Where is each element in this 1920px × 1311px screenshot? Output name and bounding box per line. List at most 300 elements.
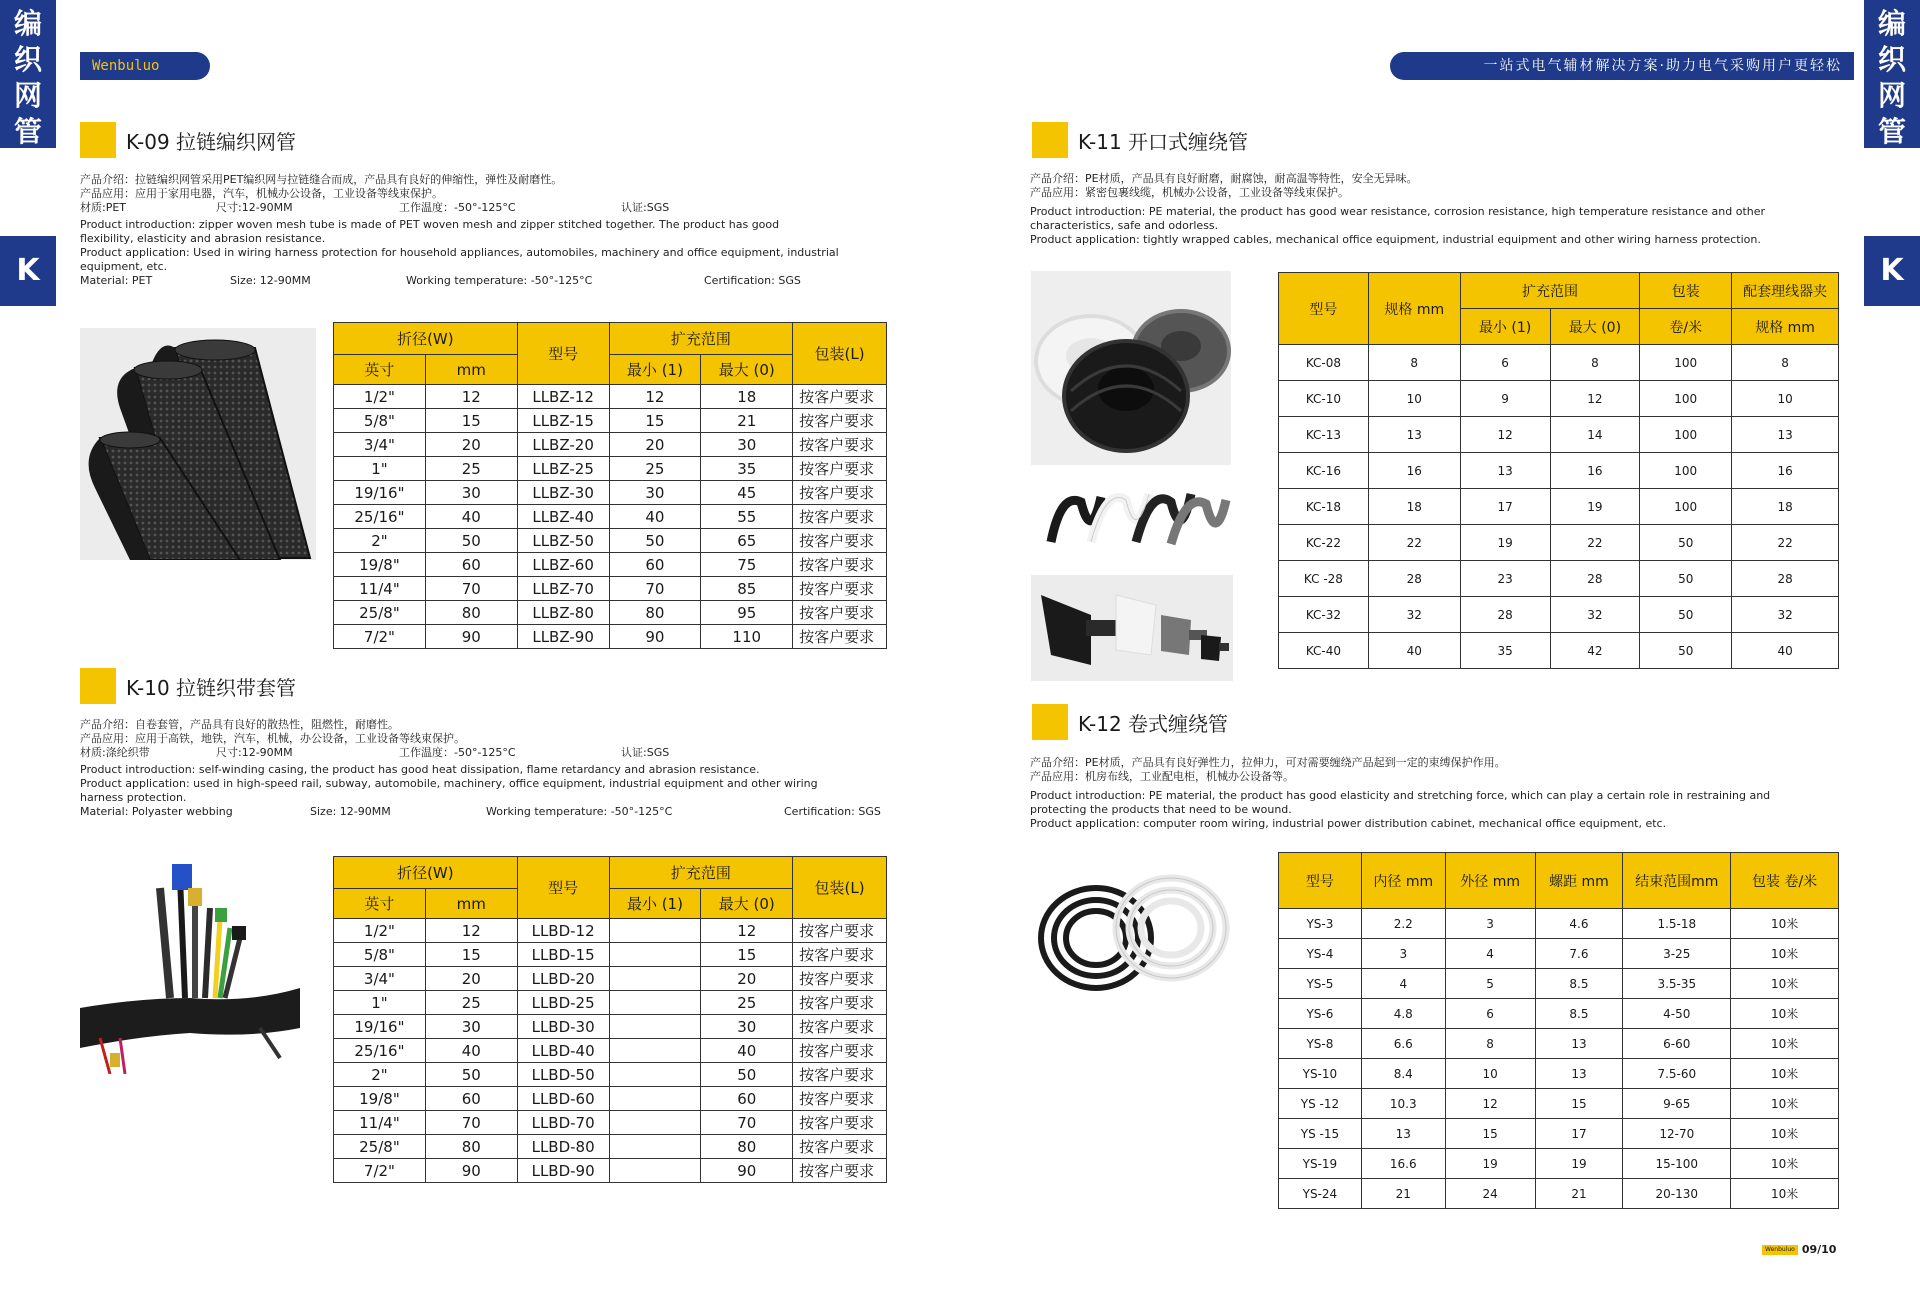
table-cell: 100 xyxy=(1640,489,1732,525)
spec-material: Material: Polyaster webbing xyxy=(80,805,233,818)
table-row xyxy=(334,481,887,505)
table-cell: 按客户要求 xyxy=(793,625,887,649)
table-cell: 15-100 xyxy=(1623,1149,1731,1179)
table-cell: 13 xyxy=(1368,417,1460,453)
table-cell: 32 xyxy=(1368,597,1460,633)
table-cell: 15 xyxy=(701,943,793,967)
k11-photo-spirals xyxy=(1031,472,1231,568)
table-cell: 12 xyxy=(425,385,517,409)
table-row xyxy=(1279,939,1839,969)
table-cell: 28 xyxy=(1732,561,1839,597)
table-cell: 70 xyxy=(425,577,517,601)
table-cell: 14 xyxy=(1550,417,1640,453)
table-cell: 100 xyxy=(1640,345,1732,381)
k12-intro xyxy=(1030,756,1845,831)
table-cell: 50 xyxy=(1640,561,1732,597)
table-cell: 70 xyxy=(701,1111,793,1135)
table-cell: 4-50 xyxy=(1623,999,1731,1029)
table-row xyxy=(1279,1119,1839,1149)
table-cell: 13 xyxy=(1535,1029,1623,1059)
table-cell: 25/8" xyxy=(334,1135,426,1159)
table-row xyxy=(1279,561,1839,597)
table-cell: 8 xyxy=(1368,345,1460,381)
table-cell: 22 xyxy=(1368,525,1460,561)
table-cell: YS-6 xyxy=(1279,999,1362,1029)
table-row xyxy=(1279,909,1839,939)
table-cell: 28 xyxy=(1368,561,1460,597)
table-cell: 按客户要求 xyxy=(793,967,887,991)
table-cell: 25 xyxy=(609,457,701,481)
k09-spec-row-cn xyxy=(80,201,890,215)
table-cell: 75 xyxy=(701,553,793,577)
table-row xyxy=(1279,525,1839,561)
table-cell: 2.2 xyxy=(1361,909,1445,939)
table-cell: 42 xyxy=(1550,633,1640,669)
k09-intro-en: equipment, etc. xyxy=(80,260,168,273)
table-cell: 19/16" xyxy=(334,481,426,505)
table-cell: 按客户要求 xyxy=(793,943,887,967)
table-cell: 20 xyxy=(609,433,701,457)
table-cell: 18 xyxy=(1732,489,1839,525)
table-cell: 10米 xyxy=(1731,1179,1839,1209)
table-row xyxy=(334,625,887,649)
spiral-wrapping-band-image xyxy=(1036,868,1232,998)
table-cell: 13 xyxy=(1732,417,1839,453)
header-range: 扩充范围 xyxy=(609,323,793,355)
table-cell: 按客户要求 xyxy=(793,919,887,943)
table-cell: 80 xyxy=(701,1135,793,1159)
table-cell: 22 xyxy=(1550,525,1640,561)
table-row xyxy=(1279,345,1839,381)
table-cell: 按客户要求 xyxy=(793,601,887,625)
header-inch: 英寸 xyxy=(334,355,426,385)
table-row xyxy=(334,577,887,601)
table-cell: 24 xyxy=(1445,1179,1535,1209)
table-row xyxy=(1279,1149,1839,1179)
table-cell: YS-3 xyxy=(1279,909,1362,939)
table-cell: 80 xyxy=(425,1135,517,1159)
table-cell: LLBZ-15 xyxy=(517,409,609,433)
table-cell: 按客户要求 xyxy=(793,1135,887,1159)
table-cell: 85 xyxy=(701,577,793,601)
k11-title-block xyxy=(1032,122,1248,158)
table-cell: LLBD-50 xyxy=(517,1063,609,1087)
table-row xyxy=(1279,1089,1839,1119)
header-mm: mm xyxy=(425,355,517,385)
table-cell: 110 xyxy=(701,625,793,649)
header-spec2: 规格 mm xyxy=(1732,309,1839,345)
table-cell: 100 xyxy=(1640,417,1732,453)
k10-intro-en: harness protection. xyxy=(80,791,187,804)
table-row xyxy=(334,529,887,553)
table-cell xyxy=(609,1087,701,1111)
table-cell: 17 xyxy=(1460,489,1550,525)
table-cell: 6.6 xyxy=(1361,1029,1445,1059)
table-cell: KC-08 xyxy=(1279,345,1369,381)
table-cell: 80 xyxy=(609,601,701,625)
table-cell: 16 xyxy=(1550,453,1640,489)
k09-intro-en: Product introduction: zipper woven mesh tube is made of PET woven mesh and zipper stitched together. The product has good xyxy=(80,218,780,231)
table-cell: LLBD-70 xyxy=(517,1111,609,1135)
spec-temp: 工作温度：-50°-125°C xyxy=(399,201,516,214)
table-cell: LLBD-30 xyxy=(517,1015,609,1039)
k10-spec-row-en xyxy=(80,805,890,819)
table-cell xyxy=(609,1111,701,1135)
k10-intro-en: Product application: used in high-speed rail, subway, automobile, machinery, office equipment, industrial equipment and other wiring xyxy=(80,777,818,790)
spiral-wrap-rolls-image xyxy=(1031,271,1231,465)
k09-spec-row-en xyxy=(80,274,890,288)
table-cell: 按客户要求 xyxy=(793,433,887,457)
table-cell: 19/16" xyxy=(334,1015,426,1039)
table-cell: 8.4 xyxy=(1361,1059,1445,1089)
cable-webbing-sleeve-image xyxy=(80,858,300,1074)
tagline-pill xyxy=(1390,52,1854,80)
k11-intro-line: 产品应用：紧密包裹线缆，机械办公设备，工业设备等线束保护。 xyxy=(1030,186,1349,199)
table-cell: 80 xyxy=(425,601,517,625)
table-cell: 50 xyxy=(425,529,517,553)
k09-title: K-09 拉链编织网管 xyxy=(126,129,297,154)
table-cell: 60 xyxy=(425,1087,517,1111)
k10-intro xyxy=(80,718,890,819)
cable-organizer-tool-image xyxy=(1031,575,1233,681)
table-cell: 10米 xyxy=(1731,939,1839,969)
table-cell: 50 xyxy=(701,1063,793,1087)
header-pack: 包装 xyxy=(1640,273,1732,309)
spec-temp: Working temperature: -50°-125°C xyxy=(406,274,593,287)
k10-title: K-10 拉链织带套管 xyxy=(126,675,297,700)
table-cell: 32 xyxy=(1732,597,1839,633)
table-row xyxy=(334,553,887,577)
spec-cert: Certification: SGS xyxy=(784,805,881,818)
table-cell: 18 xyxy=(1368,489,1460,525)
header-inch: 英寸 xyxy=(334,889,426,919)
table-cell: 3 xyxy=(1361,939,1445,969)
table-row xyxy=(1279,417,1839,453)
spec-cert: 认证:SGS xyxy=(621,746,670,759)
table-cell xyxy=(609,1159,701,1183)
table-cell: 50 xyxy=(1640,597,1732,633)
table-cell: 28 xyxy=(1460,597,1550,633)
tagline-text: 一站式电气辅材解决方案·助力电气采购用户更轻松 xyxy=(1483,58,1842,74)
table-row xyxy=(1279,1059,1839,1089)
table-cell: 16 xyxy=(1368,453,1460,489)
table-row xyxy=(1279,597,1839,633)
spec-material: Material: PET xyxy=(80,274,153,287)
table-row xyxy=(1279,1029,1839,1059)
table-cell: 70 xyxy=(425,1111,517,1135)
table-cell: 3.5-35 xyxy=(1623,969,1731,999)
table-cell: 35 xyxy=(701,457,793,481)
table-row xyxy=(1279,1179,1839,1209)
table-cell: LLBZ-40 xyxy=(517,505,609,529)
header-outer: 外径 mm xyxy=(1445,853,1535,909)
table-cell: 按客户要求 xyxy=(793,1015,887,1039)
side-letter-left: K xyxy=(0,236,56,306)
table-cell: 40 xyxy=(425,505,517,529)
table-cell: 13 xyxy=(1535,1059,1623,1089)
header-min: 最小 (1) xyxy=(609,355,701,385)
k09-intro xyxy=(80,173,890,288)
table-cell: 21 xyxy=(701,409,793,433)
table-cell: 7/2" xyxy=(334,625,426,649)
table-cell: 按客户要求 xyxy=(793,529,887,553)
table-cell: 40 xyxy=(1368,633,1460,669)
table-cell xyxy=(609,991,701,1015)
header-model: 型号 xyxy=(1279,273,1369,345)
side-letter-right: K xyxy=(1864,236,1920,306)
page-num-text: 09/10 xyxy=(1801,1243,1837,1256)
table-cell: LLBZ-30 xyxy=(517,481,609,505)
side-tab-left xyxy=(0,0,56,148)
table-cell: 60 xyxy=(609,553,701,577)
table-cell: 4.6 xyxy=(1535,909,1623,939)
table-cell: KC-40 xyxy=(1279,633,1369,669)
header-max: 最大 (0) xyxy=(701,355,793,385)
table-row xyxy=(334,967,887,991)
side-tab-char: 织 xyxy=(13,43,42,76)
table-cell xyxy=(609,919,701,943)
table-row xyxy=(334,505,887,529)
side-tab-char: 织 xyxy=(1877,43,1906,76)
spec-material: 材质:涤纶织带 xyxy=(80,746,150,759)
table-cell: 40 xyxy=(425,1039,517,1063)
table-row xyxy=(334,1015,887,1039)
table-cell: 70 xyxy=(609,577,701,601)
k09-intro-line: 产品介绍：拉链编织网管采用PET编织网与拉链缝合而成，产品具有良好的伸缩性，弹性及耐磨性。 xyxy=(80,173,563,186)
k09-product-photo xyxy=(80,328,316,560)
table-cell: YS-10 xyxy=(1279,1059,1362,1089)
table-cell: KC-10 xyxy=(1279,381,1369,417)
table-cell: 按客户要求 xyxy=(793,505,887,529)
table-cell: 8 xyxy=(1732,345,1839,381)
spec-size: Size: 12-90MM xyxy=(230,274,311,287)
table-row xyxy=(334,1135,887,1159)
table-cell: 10米 xyxy=(1731,999,1839,1029)
table-cell: LLBZ-20 xyxy=(517,433,609,457)
table-cell: 22 xyxy=(1732,525,1839,561)
k12-intro-en: Product introduction: PE material, the product has good elasticity and stretching force, which can play a certain role in restraining and xyxy=(1030,789,1771,802)
k12-title: K-12 卷式缠绕管 xyxy=(1078,711,1229,736)
k11-photo-rolls xyxy=(1031,271,1231,465)
table-cell: 30 xyxy=(701,433,793,457)
table-cell: 25/16" xyxy=(334,505,426,529)
table-cell: 19 xyxy=(1535,1149,1623,1179)
table-row xyxy=(334,1159,887,1183)
table-cell: 按客户要求 xyxy=(793,1159,887,1183)
table-cell: 10 xyxy=(1445,1059,1535,1089)
header-unit: 卷/米 xyxy=(1640,309,1732,345)
table-cell: 12 xyxy=(425,919,517,943)
table-cell: LLBD-90 xyxy=(517,1159,609,1183)
table-cell: 1/2" xyxy=(334,919,426,943)
header-model: 型号 xyxy=(517,857,609,919)
table-row xyxy=(1279,453,1839,489)
table-cell: 4 xyxy=(1445,939,1535,969)
side-tab-right xyxy=(1864,0,1920,148)
k12-intro-en: protecting the products that need to be wound. xyxy=(1030,803,1292,816)
table-cell: LLBD-40 xyxy=(517,1039,609,1063)
table-cell: 11/4" xyxy=(334,577,426,601)
table-cell: 90 xyxy=(609,625,701,649)
table-cell: 19/8" xyxy=(334,1087,426,1111)
table-cell xyxy=(609,943,701,967)
table-cell: 10米 xyxy=(1731,1149,1839,1179)
table-cell xyxy=(609,1063,701,1087)
table-cell xyxy=(609,1135,701,1159)
k09-title-block xyxy=(80,122,296,158)
table-cell: 50 xyxy=(1640,525,1732,561)
table-cell: 35 xyxy=(1460,633,1550,669)
table-cell: 9-65 xyxy=(1623,1089,1731,1119)
table-row xyxy=(334,1111,887,1135)
table-cell: 按客户要求 xyxy=(793,1063,887,1087)
k10-intro-line: 产品应用：应用于高铁，地铁，汽车，机械，办公设备，工业设备等线束保护。 xyxy=(80,732,465,745)
table-cell: KC-22 xyxy=(1279,525,1369,561)
table-cell: YS -12 xyxy=(1279,1089,1362,1119)
table-cell: 25/8" xyxy=(334,601,426,625)
table-cell: 按客户要求 xyxy=(793,577,887,601)
header-max: 最大 (0) xyxy=(1550,309,1640,345)
side-tab-char: 网 xyxy=(13,79,42,112)
header-pack: 包装(L) xyxy=(793,323,887,385)
header-range: 扩充范围 xyxy=(609,857,793,889)
header-max: 最大 (0) xyxy=(701,889,793,919)
table-row xyxy=(334,1039,887,1063)
table-row xyxy=(334,919,887,943)
table-cell: 7.5-60 xyxy=(1623,1059,1731,1089)
table-row xyxy=(1279,999,1839,1029)
table-cell: 25/16" xyxy=(334,1039,426,1063)
table-cell: 10米 xyxy=(1731,1029,1839,1059)
k11-intro xyxy=(1030,172,1845,247)
section-marker xyxy=(1032,704,1068,740)
header-bundle: 结束范围mm xyxy=(1623,853,1731,909)
table-row xyxy=(334,1087,887,1111)
table-cell: LLBZ-12 xyxy=(517,385,609,409)
table-cell: 1/2" xyxy=(334,385,426,409)
page-number xyxy=(1762,1243,1836,1256)
k10-intro-en: Product introduction: self-winding casing, the product has good heat dissipation, flame retardancy and abrasion resistance. xyxy=(80,763,760,776)
table-cell: 25 xyxy=(425,457,517,481)
table-cell: 25 xyxy=(701,991,793,1015)
side-tab-char: 编 xyxy=(13,7,42,40)
table-row xyxy=(334,943,887,967)
table-cell: 6-60 xyxy=(1623,1029,1731,1059)
table-cell: 18 xyxy=(701,385,793,409)
table-cell: 30 xyxy=(425,1015,517,1039)
table-cell: LLBD-15 xyxy=(517,943,609,967)
table-cell: 20 xyxy=(425,967,517,991)
header-pack: 包装 卷/米 xyxy=(1731,853,1839,909)
table-cell: 12 xyxy=(1550,381,1640,417)
table-cell: LLBZ-80 xyxy=(517,601,609,625)
header-match: 配套理线器夹 xyxy=(1732,273,1839,309)
table-cell: 8 xyxy=(1445,1029,1535,1059)
table-cell: 16 xyxy=(1732,453,1839,489)
table-cell: 30 xyxy=(609,481,701,505)
table-cell: 8 xyxy=(1550,345,1640,381)
k10-spec-row-cn xyxy=(80,746,890,760)
table-cell: 4 xyxy=(1361,969,1445,999)
table-row xyxy=(1279,633,1839,669)
spec-temp: Working temperature: -50°-125°C xyxy=(486,805,673,818)
table-cell: 按客户要求 xyxy=(793,1039,887,1063)
spec-temp: 工作温度：-50°-125°C xyxy=(399,746,516,759)
table-cell: 65 xyxy=(701,529,793,553)
table-cell: 5 xyxy=(1445,969,1535,999)
header-pitch: 螺距 mm xyxy=(1535,853,1623,909)
table-cell: 45 xyxy=(701,481,793,505)
k12-title-block xyxy=(1032,704,1228,740)
k11-intro-en: Product application: tightly wrapped cables, mechanical office equipment, industrial equipment and other wiring harness protection. xyxy=(1030,233,1761,246)
spec-size: 尺寸:12-90MM xyxy=(216,746,293,759)
table-cell: 按客户要求 xyxy=(793,457,887,481)
k11-intro-en: Product introduction: PE material, the product has good wear resistance, corrosion resistance, high temperature resistance and other xyxy=(1030,205,1766,218)
table-cell: 按客户要求 xyxy=(793,481,887,505)
table-cell: 50 xyxy=(609,529,701,553)
table-cell: 100 xyxy=(1640,381,1732,417)
header-pack: 包装(L) xyxy=(793,857,887,919)
k09-spec-table xyxy=(333,322,887,649)
header-fold: 折径(W) xyxy=(334,323,518,355)
k10-intro-line: 产品介绍：自卷套管，产品具有良好的散热性，阻燃性，耐磨性。 xyxy=(80,718,399,731)
table-row xyxy=(334,601,887,625)
table-cell: 19 xyxy=(1550,489,1640,525)
table-cell: KC -28 xyxy=(1279,561,1369,597)
table-cell: 60 xyxy=(701,1087,793,1111)
side-tab-char: 网 xyxy=(1877,79,1906,112)
table-cell: 12 xyxy=(1445,1089,1535,1119)
spec-material: 材质:PET xyxy=(80,201,127,214)
table-cell: 7.6 xyxy=(1535,939,1623,969)
brand-text: Wenbuluo xyxy=(92,58,160,74)
table-cell: 12 xyxy=(609,385,701,409)
table-cell: 40 xyxy=(1732,633,1839,669)
k12-intro-line: 产品介绍：PE材质，产品具有良好弹性力，拉伸力，可对需要缠绕产品起到一定的束缚保护作用。 xyxy=(1030,756,1506,769)
table-cell: 15 xyxy=(609,409,701,433)
table-cell: 32 xyxy=(1550,597,1640,633)
table-row xyxy=(334,385,887,409)
header-inner: 内径 mm xyxy=(1361,853,1445,909)
table-cell: 12-70 xyxy=(1623,1119,1731,1149)
table-cell: 1" xyxy=(334,457,426,481)
table-cell: 3/4" xyxy=(334,433,426,457)
table-cell: 8.5 xyxy=(1535,999,1623,1029)
table-cell: 12 xyxy=(1460,417,1550,453)
table-cell: LLBZ-25 xyxy=(517,457,609,481)
k11-title: K-11 开口式缠绕管 xyxy=(1078,129,1249,154)
k10-title-block xyxy=(80,668,296,704)
table-cell: 7/2" xyxy=(334,1159,426,1183)
table-cell: LLBZ-90 xyxy=(517,625,609,649)
k09-intro-line: 产品应用：应用于家用电器，汽车，机械办公设备，工业设备等线束保护。 xyxy=(80,187,443,200)
table-cell: 15 xyxy=(1535,1089,1623,1119)
table-cell: 5/8" xyxy=(334,943,426,967)
table-cell xyxy=(609,1015,701,1039)
header-min: 最小 (1) xyxy=(609,889,701,919)
table-cell: 100 xyxy=(1640,453,1732,489)
table-row xyxy=(334,409,887,433)
table-cell: KC-16 xyxy=(1279,453,1369,489)
spec-size: 尺寸:12-90MM xyxy=(216,201,293,214)
table-cell: 90 xyxy=(425,1159,517,1183)
table-row xyxy=(334,1063,887,1087)
table-cell: 1" xyxy=(334,991,426,1015)
table-cell: 95 xyxy=(701,601,793,625)
table-cell: 55 xyxy=(701,505,793,529)
table-cell: 5/8" xyxy=(334,409,426,433)
table-cell: 20 xyxy=(701,967,793,991)
